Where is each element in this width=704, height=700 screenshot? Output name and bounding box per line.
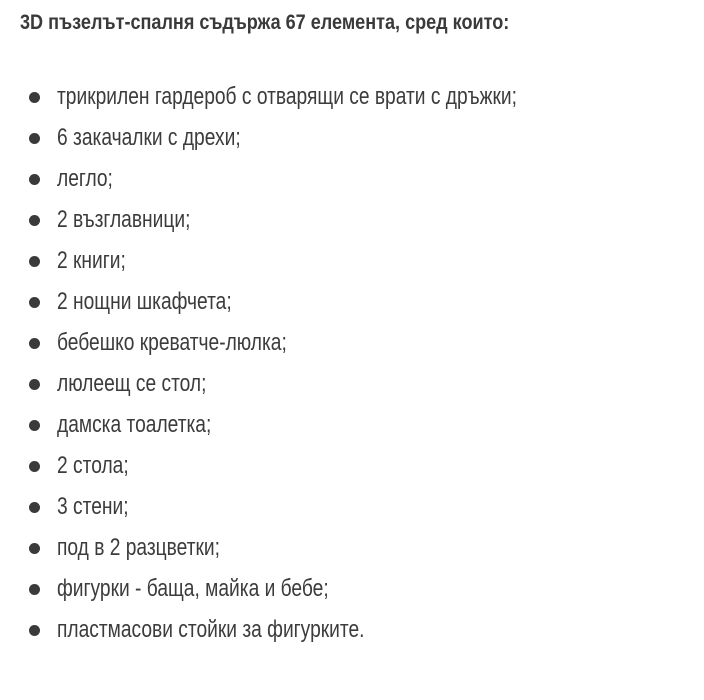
list-item: [0, 201, 704, 242]
list-item: [0, 119, 704, 160]
bullet-icon: [29, 174, 40, 185]
bullet-icon: [29, 543, 40, 554]
bullet-icon: [29, 584, 40, 595]
list-item: [0, 529, 704, 570]
list-item-text: 2 стола;: [57, 452, 129, 479]
bullet-icon: [29, 502, 40, 513]
list-item: [0, 488, 704, 529]
page-title: 3D пъзелът-спалня съдържа 67 елемента, сред които:: [20, 11, 510, 34]
list-item-text: дамска тоалетка;: [57, 411, 212, 438]
list-item: [0, 447, 704, 488]
list-item-text: 6 закачалки с дрехи;: [57, 124, 241, 151]
bullet-icon: [29, 256, 40, 267]
bullet-icon: [29, 92, 40, 103]
list-item-text: фигурки - баща, майка и бебе;: [57, 575, 329, 602]
list-item-text: пластмасови стойки за фигурките.: [57, 616, 365, 643]
list-item-text: под в 2 разцветки;: [57, 534, 220, 561]
list-item: [0, 160, 704, 201]
list-item-text: 2 нощни шкафчета;: [57, 288, 232, 315]
list-item-text: 3 стени;: [57, 493, 129, 520]
bullet-icon: [29, 215, 40, 226]
contents-list: [0, 78, 704, 652]
list-item: [0, 283, 704, 324]
list-item: [0, 242, 704, 283]
list-item: [0, 324, 704, 365]
list-item: [0, 406, 704, 447]
list-item: [0, 611, 704, 652]
bullet-icon: [29, 297, 40, 308]
bullet-icon: [29, 625, 40, 636]
list-item: [0, 570, 704, 611]
bullet-icon: [29, 379, 40, 390]
bullet-icon: [29, 133, 40, 144]
list-item-text: 2 възглавници;: [57, 206, 191, 233]
bullet-icon: [29, 420, 40, 431]
list-item: [0, 365, 704, 406]
list-item-text: люлеещ се стол;: [57, 370, 207, 397]
list-item-text: 2 книги;: [57, 247, 126, 274]
bullet-icon: [29, 461, 40, 472]
list-item-text: трикрилен гардероб с отварящи се врати с дръжки;: [57, 83, 517, 110]
list-item-text: бебешко креватче-люлка;: [57, 329, 287, 356]
list-item: [0, 78, 704, 119]
list-item-text: легло;: [57, 165, 113, 192]
bullet-icon: [29, 338, 40, 349]
